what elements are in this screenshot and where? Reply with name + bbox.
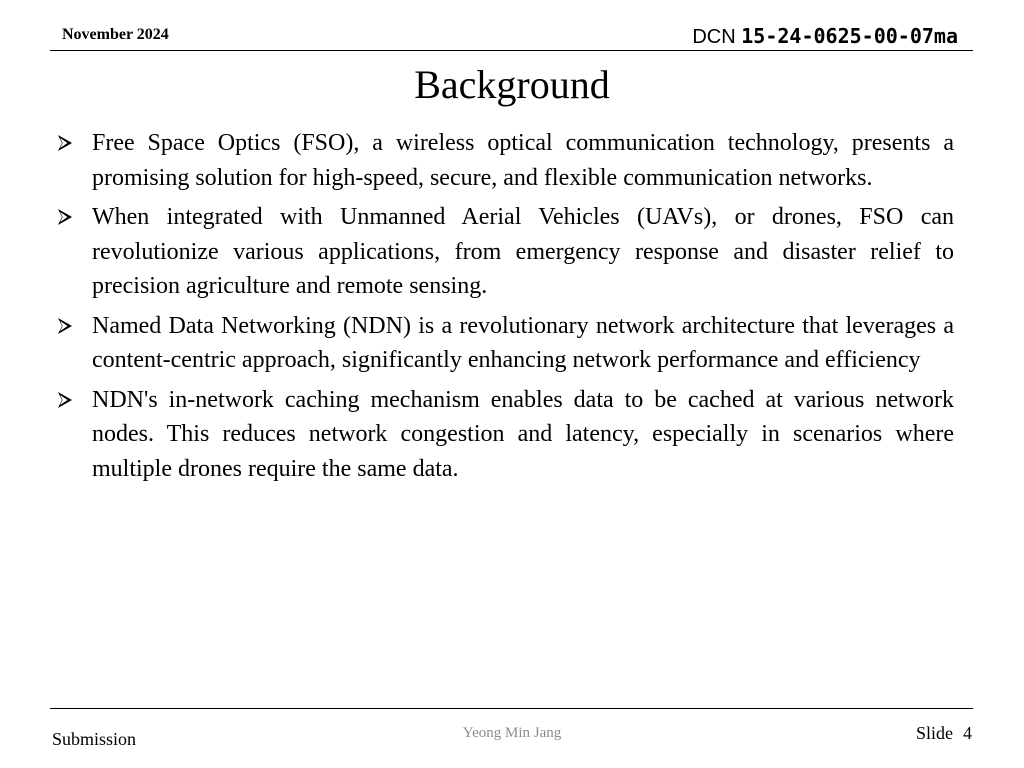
bullet-item: [55, 309, 954, 378]
bullet-item: [55, 126, 954, 195]
arrow-bullet-icon: [55, 200, 75, 235]
document-id: 15-24-0625-00-07ma: [741, 24, 958, 48]
slide-number-block: [916, 722, 972, 744]
slide-number: 4: [963, 723, 972, 743]
header-divider: [50, 50, 973, 51]
footer-divider: [50, 708, 973, 709]
header-date: November 2024: [62, 26, 169, 43]
bullet-list: [55, 126, 954, 491]
document-number: [692, 24, 958, 49]
bullet-item: [55, 200, 954, 304]
slide-title: Background: [414, 62, 610, 107]
footer-author: Yeong Min Jang: [462, 725, 562, 741]
bullet-item: [55, 383, 954, 487]
bullet-text: NDN's in-network caching mechanism enables data to be cached at various network nodes. This reduces network congestion and latency, especially in scenarios where multiple drones require the same data.: [92, 386, 954, 482]
arrow-bullet-icon: [55, 309, 75, 344]
slide-label: Slide: [915, 723, 953, 743]
bullet-text: Free Space Optics (FSO), a wireless optical communication technology, presents a promising solution for high-speed, secure, and flexible communication networks.: [92, 130, 954, 191]
bullet-text: When integrated with Unmanned Aerial Vehicles (UAVs), or drones, FSO can revolutionize various applications, from emergency response and disaster relief to precision agriculture and remote sensing.: [92, 204, 954, 299]
arrow-bullet-icon: [55, 383, 75, 418]
arrow-bullet-icon: [55, 126, 75, 161]
document-prefix: DCN: [692, 26, 742, 48]
bullet-text: Named Data Networking (NDN) is a revolutionary network architecture that leverages a content-centric approach, significantly enhancing network performance and efficiency: [92, 312, 954, 373]
footer-submission: Submission: [52, 729, 137, 749]
